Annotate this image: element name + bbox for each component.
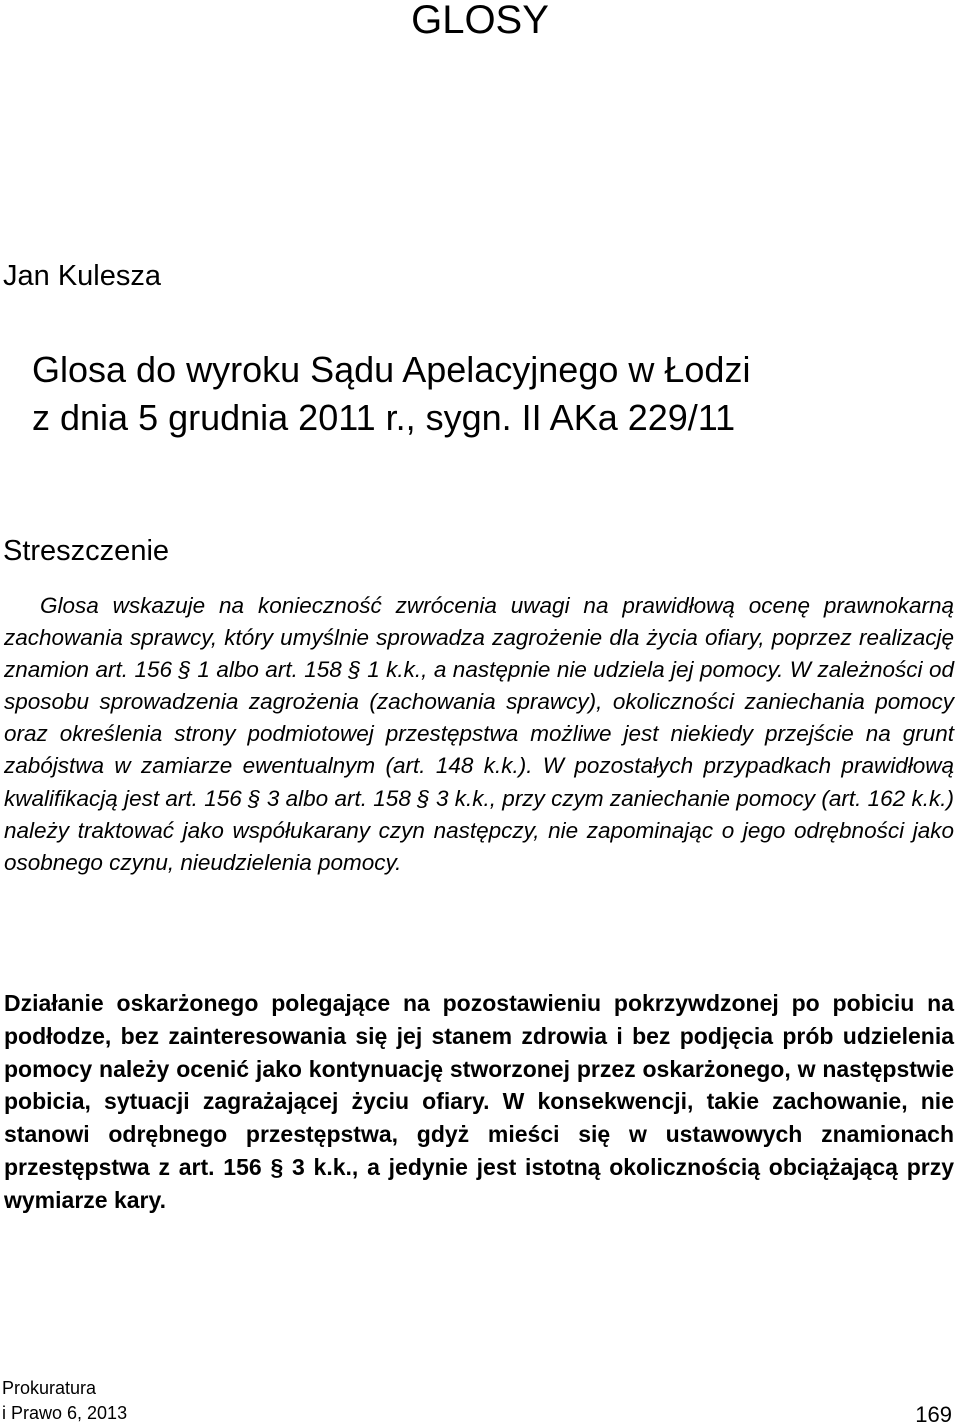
footer-journal-issue: i Prawo 6, 2013 bbox=[2, 1403, 128, 1423]
author-name: Jan Kulesza bbox=[3, 260, 161, 292]
thesis-paragraph: Działanie oskarżonego polegające na pozostawieniu pokrzywdzonej po pobiciu na podłodze, bez zainteresowania się jej stanem zdrowia i bez podjęcia prób udzielenia pomocy należy ocenić jako kontynuację stworzonej przez oskarżonego, w następstwie pobicia, sytuacji zagrażającej życiu ofiary. W konsekwencji, takie zachowanie, nie stanowi odrębnego przestępstwa, gdyż mieści się w ustawowych znamionach przestępstwa z art. 156 § 3 k.k., a jedynie jest istotną okolicznością obciążającą przy wymiarze kary. bbox=[4, 990, 954, 1213]
footer-journal-info bbox=[2, 1376, 127, 1426]
article-title-line-1: Glosa do wyroku Sądu Apelacyjnego w Łodzi bbox=[32, 349, 751, 390]
article-title-line-2: z dnia 5 grudnia 2011 r., sygn. II AKa 229/11 bbox=[32, 397, 736, 438]
abstract-paragraph: Glosa wskazuje na konieczność zwrócenia uwagi na prawidłową ocenę prawnokarną zachowania sprawcy, który umyślnie sprowadza zagrożenie dla życia ofiary, poprzez realizację znamion art. 156 § 1 albo art. 158 § 1 k.k., a następnie nie udziela jej pomocy. W zależności od sposobu sprowadzenia zagrożenia (zachowania sprawcy), okoliczności zaniechania pomocy oraz określenia strony podmiotowej przestępstwa możliwe jest niekiedy przejście na grunt zabójstwa w zamiarze ewentualnym (art. 148 k.k.). W pozostałych przypadkach prawidłową kwalifikacją jest art. 156 § 3 albo art. 158 § 3 k.k., przy czym zaniechanie pomocy (art. 162 k.k.) należy traktować jako współukarany czyn następczy, nie zapominając o jego odrębności jako osobnego czynu, nieudzielenia pomocy. bbox=[4, 593, 954, 875]
abstract-heading: Streszczenie bbox=[3, 535, 170, 567]
section-header: GLOSY bbox=[411, 0, 549, 42]
footer-journal-name: Prokuratura bbox=[2, 1378, 97, 1398]
page-number: 169 bbox=[915, 1402, 952, 1427]
article-title bbox=[32, 346, 942, 442]
